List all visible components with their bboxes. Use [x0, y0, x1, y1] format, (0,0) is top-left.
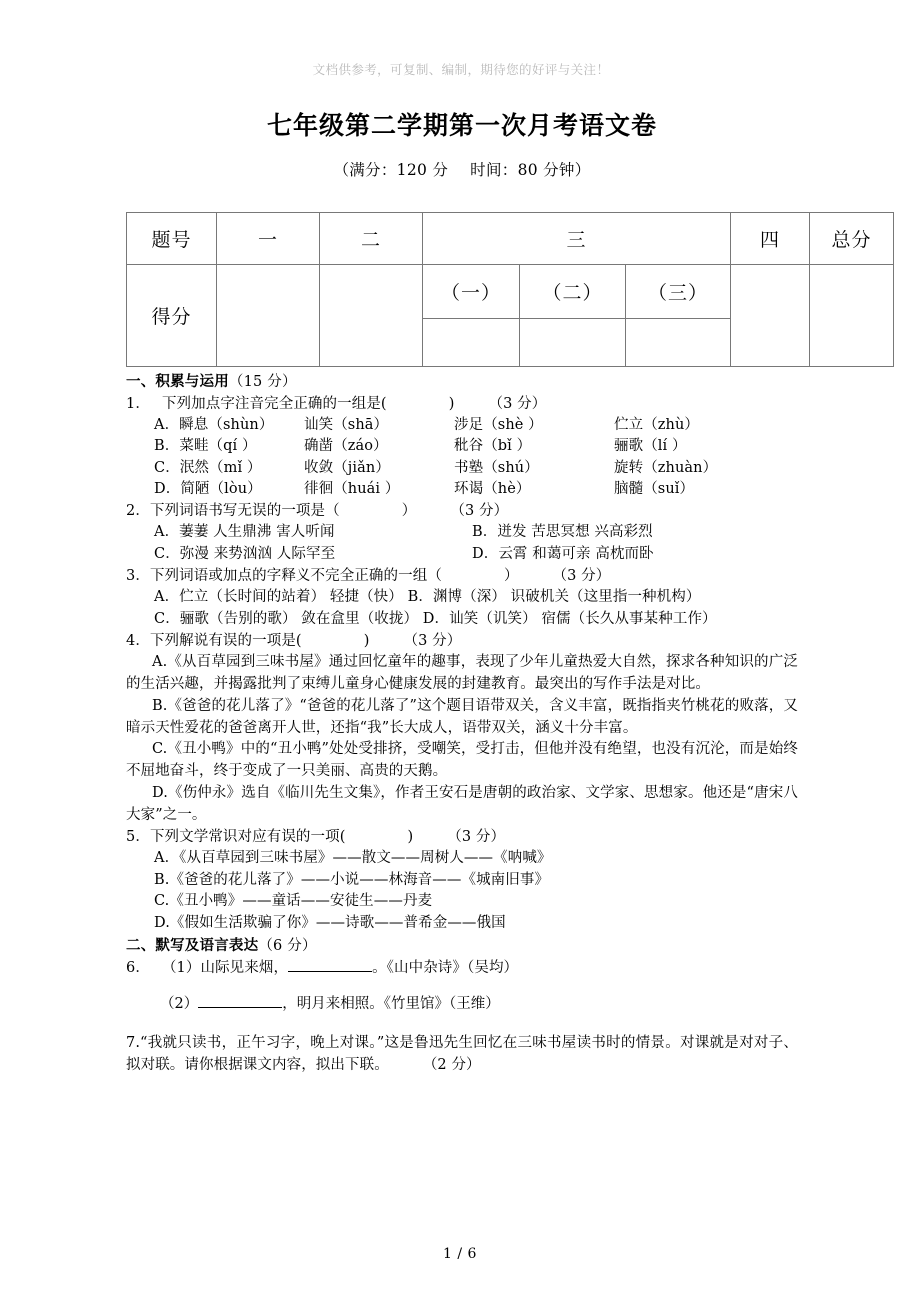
table-row-header [127, 213, 894, 265]
opt-c-item-2: 收敛（jiǎn） [304, 459, 390, 476]
page-number: 1 / 6 [443, 1246, 477, 1262]
opt-d-item-1: D．简陋（lòu） [154, 480, 262, 497]
question-6-1-prefix: （1）山际见来烟， [161, 959, 289, 976]
page-title: 七年级第二学期第一次月考语文卷 [266, 111, 657, 140]
opt-b-item-2: 确凿（záo） [304, 438, 388, 455]
question-6-line-2 [126, 993, 798, 1016]
opt-b-item-3: 秕谷（bǐ ） [454, 438, 532, 455]
question-3-text: 下列词语或加点的字释义不完全正确的一组（ [149, 568, 442, 585]
question-3-options-row-1[interactable]: A．伫立（长时间的站着） 轻捷（快） B．渊博（深） 识破机关（这里指一种机构） [154, 589, 701, 606]
q2-option-a: A．萋萋 人生鼎沸 害人听闻 [154, 524, 335, 541]
question-4-option-a[interactable]: A.《从百草园到三味书屋》通过回忆童年的趣事，表现了少年儿童热爱大自然，探求各种知识的广泛的生活兴趣，并揭露批判了束缚儿童身心健康发展的封建教育。最突出的写作手法是对比。 [126, 654, 798, 693]
q2-option-b: B．迸发 苦思冥想 兴高彩烈 [472, 524, 653, 541]
question-4-points: （3 分） [403, 633, 462, 650]
opt-c-item-4: 旋转（zhuàn） [614, 459, 718, 476]
question-4-paren-close: ) [363, 633, 370, 650]
col-header-1: 一 [217, 213, 320, 265]
section-2-points: （6 分） [258, 938, 317, 955]
q2-option-d: D．云霄 和蔼可亲 高枕而卧 [472, 545, 654, 562]
section-heading-1 [126, 372, 798, 393]
sub-header-3-2: （二） [520, 265, 626, 319]
opt-d-item-2: 徘徊（huái ） [304, 480, 400, 497]
question-5-points: （3 分） [447, 829, 506, 846]
question-5-option-d[interactable]: D.《假如生活欺骗了你》——诗歌——普希金——俄国 [154, 914, 506, 931]
question-5-option-b[interactable]: B.《爸爸的花儿落了》——小说——林海音——《城南旧事》 [154, 871, 550, 888]
question-2-stem [126, 501, 798, 522]
question-3-stem [126, 566, 798, 587]
score-cell-1[interactable] [217, 265, 320, 367]
opt-a-item-4: 伫立（zhù） [614, 416, 700, 433]
question-6-2-suffix: ，明月来相照。《竹里馆》（王维） [282, 996, 500, 1013]
col-header-2: 二 [320, 213, 423, 265]
question-6-line-1 [126, 958, 798, 979]
question-2-options-row-2[interactable] [126, 544, 798, 565]
row-label-question-no: 题号 [127, 213, 217, 265]
question-5-number: 5． [126, 829, 150, 846]
col-header-total: 总分 [810, 213, 894, 265]
question-6-1-suffix: 。《山中杂诗》（吴均） [372, 959, 519, 976]
section-2-title: 二、默写及语言表达 [126, 937, 259, 955]
exam-content [126, 372, 798, 1076]
question-2-options-row-1[interactable] [126, 522, 798, 543]
score-cell-4[interactable] [731, 265, 810, 367]
question-4-option-b[interactable]: B.《爸爸的花儿落了》“爸爸的花儿落了”这个题目语带双关，含义丰富，既指指夹竹桃花的败落，又暗示天性爱花的爸爸离开人世，还指“我”长大成人，语带双关，涵义十分丰富。 [126, 697, 798, 736]
question-2-number: 2． [126, 503, 150, 520]
question-7-text: 7.“我就只读书，正午习字，晚上对课。”这是鲁迅先生回忆在三味书屋读书时的情景。对课就是对对子、拟对联。请你根据课文内容，拟出下联。 [126, 1035, 798, 1074]
score-cell-2[interactable] [320, 265, 423, 367]
opt-d-item-4: 脑髓（suǐ） [614, 480, 695, 497]
question-4-option-d[interactable]: D.《伤仲永》选自《临川先生文集》，作者王安石是唐朝的政治家、文学家、思想家。他还是“唐宋八大家”之一。 [126, 784, 798, 823]
col-header-3: 三 [423, 213, 731, 265]
section-heading-2 [126, 936, 798, 957]
score-cell-3-2[interactable] [520, 319, 626, 367]
question-4-text: 下列解说有误的一项是( [149, 633, 302, 650]
question-1-option-d[interactable] [126, 479, 798, 500]
section-1-points: （15 分） [228, 374, 297, 390]
question-3-number: 3． [126, 568, 150, 585]
exam-meta [126, 158, 798, 180]
question-4-stem [126, 631, 798, 652]
question-1-option-c[interactable] [126, 458, 798, 479]
question-5-paren-close: ) [407, 829, 414, 846]
question-1-points: （3 分） [488, 395, 547, 412]
question-1-stem [126, 394, 798, 415]
question-4-number: 4． [126, 633, 150, 650]
opt-d-item-3: 环谒（hè） [454, 480, 531, 497]
score-cell-3-3[interactable] [626, 319, 731, 367]
page-footer [0, 1246, 920, 1262]
table-row-score [127, 265, 894, 319]
opt-a-item-3: 涉足（shè ） [454, 416, 543, 433]
question-3-paren-close: ） [503, 568, 519, 585]
question-5-option-a[interactable]: A．《从百草园到三味书屋》——散文——周树人——《呐喊》 [154, 850, 552, 867]
section-1-title: 一、积累与运用 [126, 373, 229, 390]
question-2-paren-close: ） [401, 503, 417, 520]
question-7 [126, 1032, 798, 1076]
opt-b-item-1: B．菜畦（qí ） [154, 438, 257, 455]
question-2-points: （3 分） [450, 503, 509, 520]
row-label-score: 得分 [127, 265, 217, 367]
question-1-option-b[interactable] [126, 436, 798, 457]
question-5-stem [126, 827, 798, 848]
opt-a-item-1: A．瞬息（shùn） [154, 416, 274, 433]
question-2-text: 下列词语书写无误的一项是（ [149, 503, 340, 520]
question-4-option-c[interactable]: C.《丑小鸭》中的“丑小鸭”处处受排挤，受嘲笑，受打击，但他并没有绝望，也没有沉沦，而是始终不屈地奋斗，终于变成了一只美丽、高贵的天鹅。 [126, 741, 798, 780]
question-3-points: （3 分） [552, 568, 611, 585]
col-header-4: 四 [731, 213, 810, 265]
opt-b-item-4: 骊歌（lí ） [614, 438, 687, 455]
question-6-number: 6． [126, 959, 150, 976]
question-5-text: 下列文学常识对应有误的一项( [149, 829, 346, 846]
watermark-notice: 文档供参考，可复制、编制，期待您的好评与关注！ [312, 62, 610, 77]
question-1-paren-close: ) [448, 395, 455, 412]
score-cell-3-1[interactable] [423, 319, 520, 367]
question-1-option-a[interactable] [126, 415, 798, 436]
question-5-option-c[interactable]: C.《丑小鸭》——童话——安徒生——丹麦 [154, 893, 433, 910]
sub-header-3-1: （一） [423, 265, 520, 319]
question-7-points: （2 分） [422, 1057, 481, 1074]
question-6-2-prefix: （2） [160, 996, 199, 1013]
sub-header-3-3: （三） [626, 265, 731, 319]
opt-c-item-3: 书塾（shú） [454, 459, 539, 476]
question-3-options-row-2[interactable]: C．骊歌（告别的歌） 敛在盒里（收拢） D．讪笑（讥笑） 宿儒（长久从事某种工作） [154, 610, 717, 627]
opt-c-item-1: C．泯然（mǐ ） [154, 459, 262, 476]
duration-label: 时间：80 分钟） [470, 161, 591, 179]
question-6-1-blank[interactable] [288, 958, 372, 972]
question-6-2-blank[interactable] [198, 994, 282, 1008]
full-score-label: （满分：120 分 [333, 161, 449, 179]
q2-option-c: C．弥漫 来势汹汹 人际罕至 [154, 545, 336, 562]
opt-a-item-2: 讪笑（shā） [304, 416, 389, 433]
score-table [126, 212, 894, 367]
score-table-wrapper [126, 212, 872, 367]
score-cell-total[interactable] [810, 265, 894, 367]
question-1-number: 1． [126, 395, 150, 412]
question-1-text: 下列加点字注音完全正确的一组是( [161, 395, 387, 412]
